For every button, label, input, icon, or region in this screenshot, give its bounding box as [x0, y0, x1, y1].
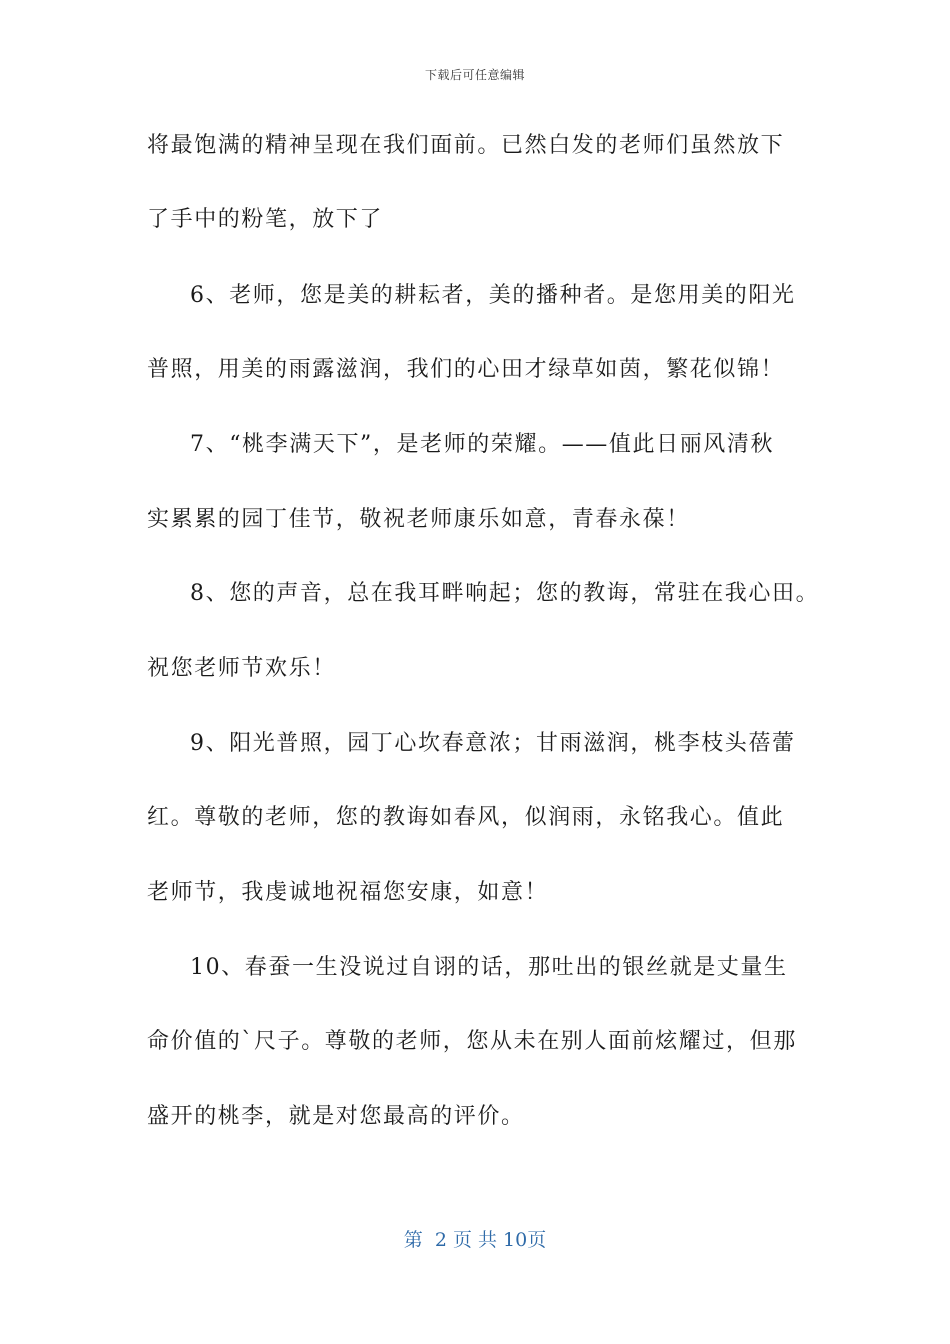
paragraph-line: 老师节，我虔诚地祝福您安康，如意！ — [147, 880, 549, 905]
paragraph-line: 6、老师，您是美的耕耘者，美的播种者。是您用美的阳光 — [190, 283, 796, 308]
page-header: 下载后可任意编辑 — [424, 68, 525, 82]
paragraph-line: 了手中的粉笔，放下了 — [147, 207, 384, 232]
paragraph-line: 祝您老师节欢乐！ — [147, 656, 336, 681]
paragraph-line: 普照，用美的雨露滋润，我们的心田才绿草如茵，繁花似锦！ — [147, 357, 785, 382]
paragraph-line: 9、阳光普照，园丁心坎春意浓；甘雨滋润，桃李枝头蓓蕾 — [190, 731, 796, 756]
paragraph-line: 10、春蚕一生没说过自诩的话，那吐出的银丝就是丈量生 — [190, 955, 788, 980]
paragraph-line: 将最饱满的精神呈现在我们面前。已然白发的老师们虽然放下 — [147, 133, 785, 158]
paragraph-line: 7、“桃李满天下”，是老师的荣耀。——值此日丽风清秋 — [190, 432, 775, 457]
paragraph-line: 命价值的`尺子。尊敬的老师，您从未在别人面前炫耀过，但那 — [147, 1029, 797, 1054]
paragraph-line: 8、您的声音，总在我耳畔响起；您的教诲，常驻在我心田。 — [190, 581, 820, 606]
paragraph-line: 红。尊敬的老师，您的教诲如春风，似润雨，永铭我心。值此 — [147, 805, 785, 830]
page-number-footer: 第 2 页 共 10页 — [403, 1229, 547, 1251]
paragraph-line: 实累累的园丁佳节，敬祝老师康乐如意，青春永葆！ — [147, 507, 690, 532]
paragraph-line: 盛开的桃李，就是对您最高的评价。 — [147, 1104, 525, 1129]
